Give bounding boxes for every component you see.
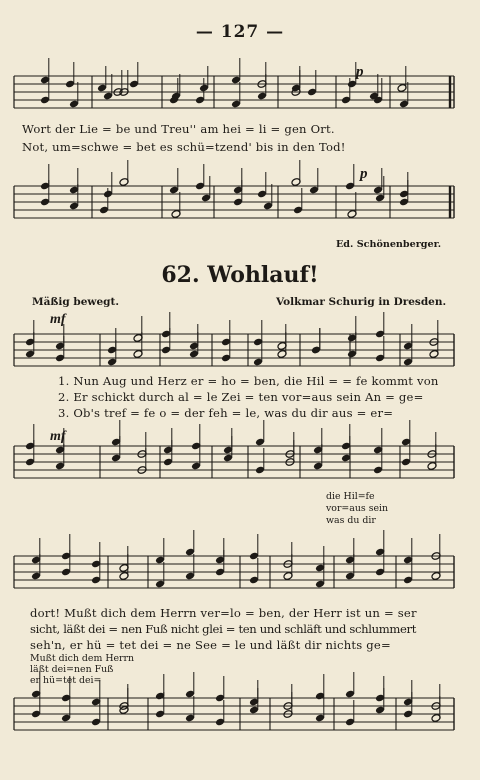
bass-lyric-cont-3: er hü=tet dei= [30, 675, 102, 686]
bass-lyric-cont-2: läßt dei=nen Fuß [30, 664, 114, 675]
dynamic-marking-upper-2: mf [50, 312, 66, 327]
dynamic-marking-lower-2: mf [50, 429, 66, 444]
bass-lyric-3: was du dir [326, 515, 376, 526]
dynamic-marking-lower-1: p [360, 166, 368, 182]
page-number: — 127 — [195, 22, 285, 42]
verse-1-line: 1. Nun Aug und Herz er = ho = ben, die Hil = = fe kommt von [58, 374, 439, 388]
bass-lyric-cont-1: Mußt dich dem Herrn [30, 653, 135, 664]
verse-1-line-cont: dort! Mußt dich dem Herrn ver=lo = ben, der Herr ist un = ser [30, 606, 417, 620]
lyric-line-1: Wort der Lie = be und Treu'' am hei = li = gen Ort. [22, 122, 335, 136]
verse-3-line: 3. Ob's tref = fe o = der feh = le, was du dir aus = er= [58, 406, 394, 420]
arranger-credit: Ed. Schönenberger. [336, 239, 442, 250]
song-title: 62. Wohlauf! [161, 262, 319, 288]
bass-lyric-1: die Hil=fe [326, 491, 375, 502]
bass-lyric-2: vor=aus sein [326, 503, 389, 514]
tempo-marking: Mäßig bewegt. [32, 296, 119, 308]
verse-2-line-cont: sicht, läßt dei = nen Fuß nicht glei = ten und schläft und schlummert [30, 622, 417, 636]
dynamic-marking-upper-1: p [356, 64, 364, 80]
lyric-line-2: Not, um=schwe = bet es schü=tzend' bis in den Tod! [22, 140, 346, 154]
verse-3-line-cont: seh'n, er hü = tet dei = ne See = le und läßt dir nichts ge= [30, 638, 391, 652]
composer-credit: Volkmar Schurig in Dresden. [276, 296, 447, 308]
verse-2-line: 2. Er schickt durch al = le Zei = ten vor=aus sein An = ge= [58, 390, 424, 404]
